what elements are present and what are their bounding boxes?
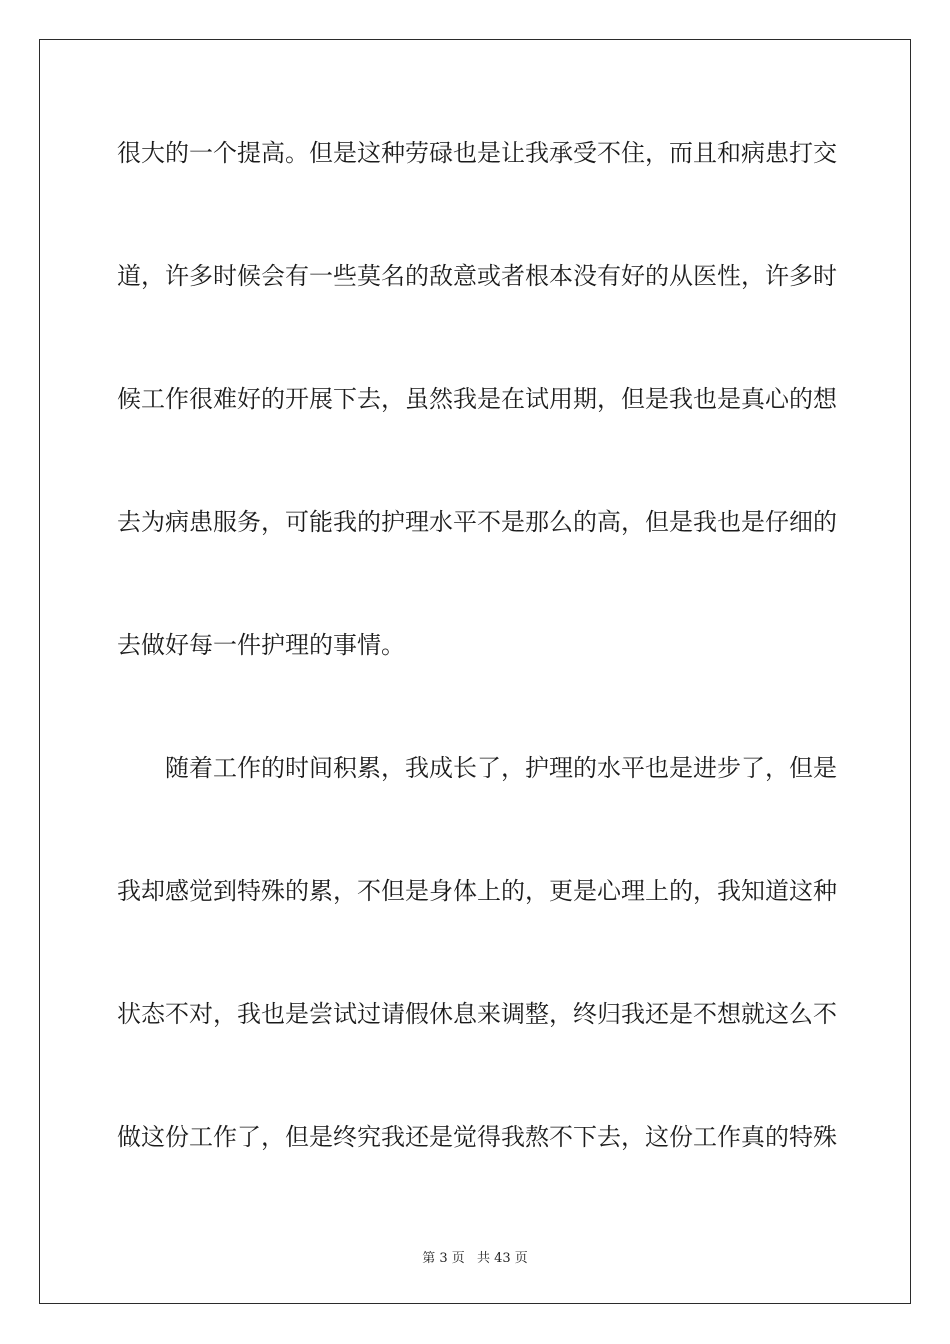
paragraph-line: 状态不对，我也是尝试过请假休息来调整，终归我还是不想就这么不 — [117, 1000, 837, 1028]
paragraph-line: 去做好每一件护理的事情。 — [117, 631, 405, 659]
page-number: 第 3 页 — [422, 1251, 465, 1266]
paragraph-line: 去为病患服务，可能我的护理水平不是那么的高，但是我也是仔细的 — [117, 508, 837, 536]
page-footer — [0, 1247, 950, 1266]
page-total: 共 43 页 — [476, 1251, 528, 1266]
paragraph-line: 很大的一个提高。但是这种劳碌也是让我承受不住，而且和病患打交 — [117, 139, 837, 167]
paragraph-line: 道，许多时候会有一些莫名的敌意或者根本没有好的从医性，许多时 — [117, 262, 837, 290]
paragraph-line: 我却感觉到特殊的累，不但是身体上的，更是心理上的，我知道这种 — [117, 877, 837, 905]
paragraph-line: 做这份工作了，但是终究我还是觉得我熬不下去，这份工作真的特殊 — [117, 1123, 837, 1151]
paragraph-line: 随着工作的时间积累，我成长了，护理的水平也是进步了，但是 — [165, 754, 837, 782]
paragraph-line: 候工作很难好的开展下去，虽然我是在试用期，但是我也是真心的想 — [117, 385, 837, 413]
page-border — [39, 39, 911, 1304]
